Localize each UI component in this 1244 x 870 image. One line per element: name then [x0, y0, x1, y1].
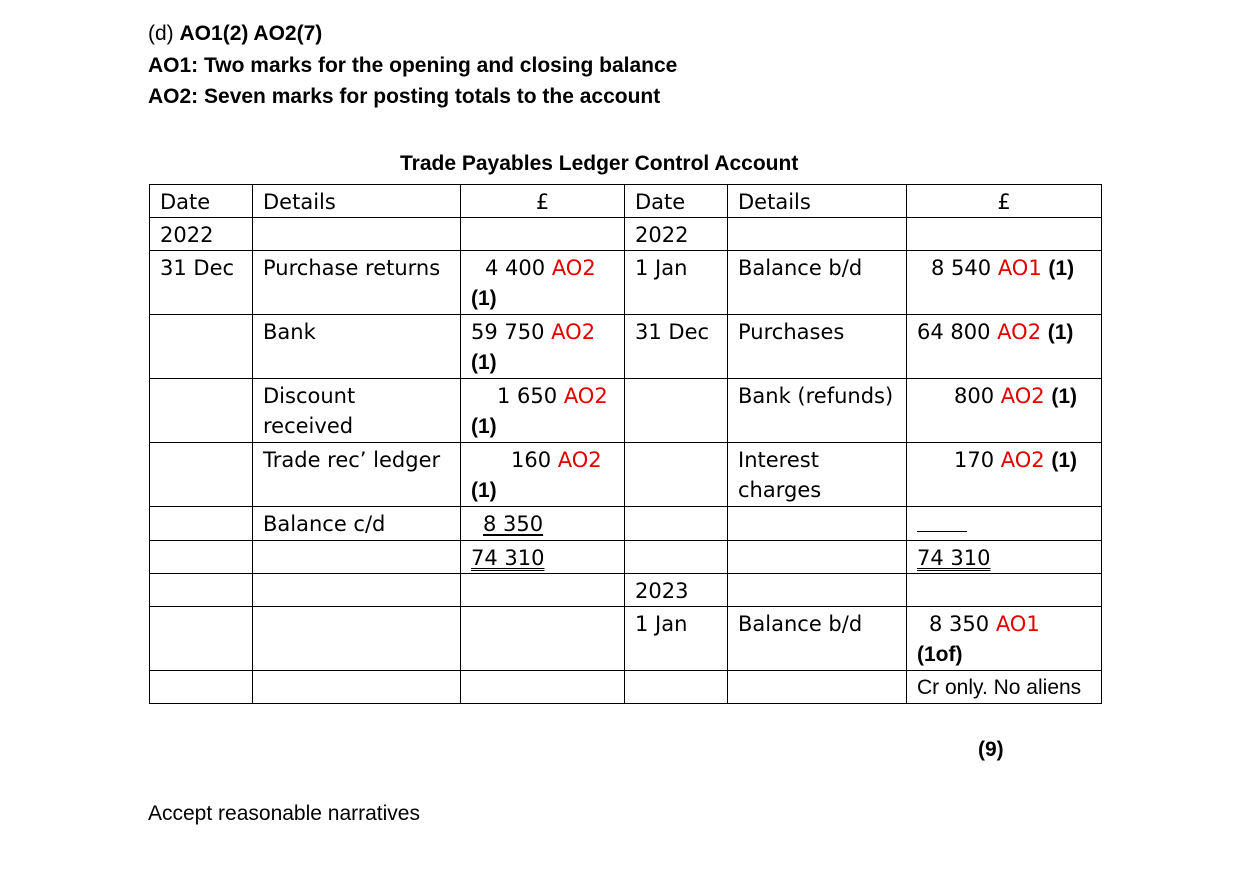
question-label: (d) [148, 22, 174, 45]
table-row [150, 315, 1102, 379]
row4-right-details: Interest charges [728, 443, 907, 507]
table-row [150, 379, 1102, 443]
row5-right-blank [907, 507, 1102, 541]
footer-note: Accept reasonable narratives [148, 802, 420, 825]
header-amount-left: £ [461, 185, 625, 218]
row3-left-amount: 1 650 AO2 (1) [461, 379, 625, 443]
table-row [150, 507, 1102, 541]
question-header [148, 22, 322, 46]
row2-right-amount: 64 800 AO2 (1) [907, 315, 1102, 379]
year-next: 2023 [625, 574, 728, 607]
row6-right-details: Balance b/d [728, 607, 907, 671]
table-row [150, 218, 1102, 251]
row5-left-amount: 8 350 [461, 507, 625, 541]
row3-right-amount: 800 AO2 (1) [907, 379, 1102, 443]
row3-left-details: Discount received [253, 379, 461, 443]
header-details-left: Details [253, 185, 461, 218]
row5-left-details: Balance c/d [253, 507, 461, 541]
table-row [150, 251, 1102, 315]
year-left: 2022 [150, 218, 253, 251]
header-amount-right: £ [907, 185, 1102, 218]
total-left: 74 310 [461, 541, 625, 574]
row1-right-details: Balance b/d [728, 251, 907, 315]
totals-row [150, 541, 1102, 574]
row1-right-date: 1 Jan [625, 251, 728, 315]
row7-right-note: Cr only. No aliens [907, 671, 1102, 704]
question-marks: AO1(2) AO2(7) [179, 22, 323, 45]
header-date-right: Date [625, 185, 728, 218]
year-right: 2022 [625, 218, 728, 251]
total-marks: (9) [978, 738, 1004, 761]
row1-right-amount: 8 540 AO1 (1) [907, 251, 1102, 315]
row2-right-date: 31 Dec [625, 315, 728, 379]
table-row [150, 574, 1102, 607]
row6-right-date: 1 Jan [625, 607, 728, 671]
row2-right-details: Purchases [728, 315, 907, 379]
row3-right-details: Bank (refunds) [728, 379, 907, 443]
row1-left-date: 31 Dec [150, 251, 253, 315]
table-header-row [150, 185, 1102, 218]
account-title: Trade Payables Ledger Control Account [400, 152, 799, 175]
row1-left-amount: 4 400 AO2 (1) [461, 251, 625, 315]
ledger-table [149, 184, 1102, 704]
row2-left-details: Bank [253, 315, 461, 379]
row1-left-details: Purchase returns [253, 251, 461, 315]
row2-left-amount: 59 750 AO2 (1) [461, 315, 625, 379]
table-row [150, 607, 1102, 671]
table-row [150, 671, 1102, 704]
row4-right-amount: 170 AO2 (1) [907, 443, 1102, 507]
ao2-description: AO2: Seven marks for posting totals to the account [148, 85, 661, 108]
header-date-left: Date [150, 185, 253, 218]
total-right: 74 310 [907, 541, 1102, 574]
row4-left-details: Trade rec’ ledger [253, 443, 461, 507]
header-details-right: Details [728, 185, 907, 218]
table-row [150, 443, 1102, 507]
row4-left-amount: 160 AO2 (1) [461, 443, 625, 507]
row6-right-amount: 8 350 AO1 (1of) [907, 607, 1102, 671]
ao1-description: AO1: Two marks for the opening and closing balance [148, 54, 678, 77]
